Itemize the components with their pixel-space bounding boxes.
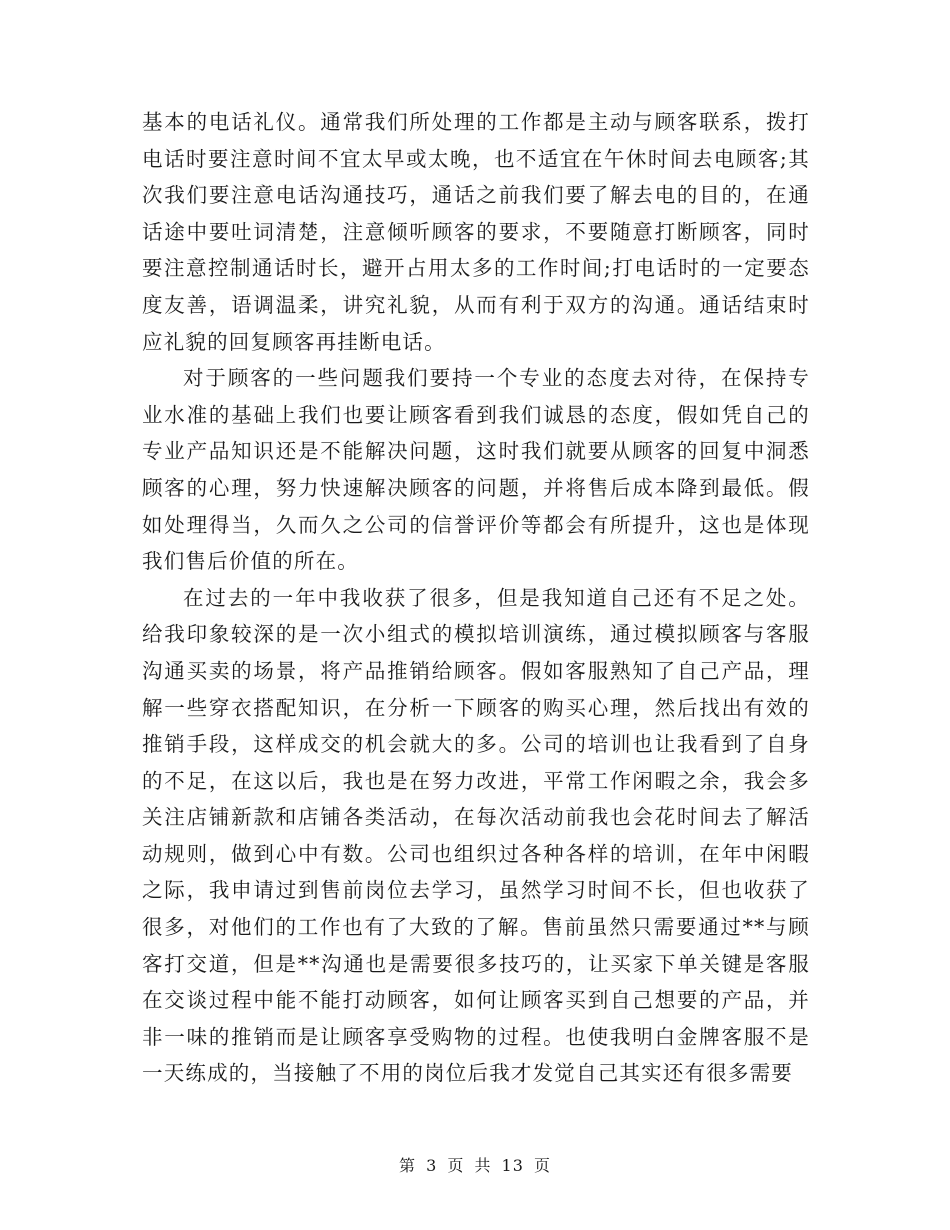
page-number-footer: 第 3 页 共 13 页 <box>399 1156 551 1175</box>
document-body <box>142 104 810 1092</box>
paragraph-year-review: 在过去的一年中我收获了很多，但是我知道自己还有不足之处。给我印象较深的是一次小组式的模拟培训演练，通过模拟顾客与客服沟通买卖的场景，将产品推销给顾客。假如客服熟知了自己产品，理解一些穿衣搭配知识，在分析一下顾客的购买心理，然后找出有效的推销手段，这样成交的机会就大的多。公司的培训也让我看到了自身的不足，在这以后，我也是在努力改进，平常工作闲暇之余，我会多关注店铺新款和店铺各类活动，在每次活动前我也会花时间去了解活动规则，做到心中有数。公司也组织过各种各样的培训，在年中闲暇之际，我申请过到售前岗位去学习，虽然学习时间不长，但也收获了很多，对他们的工作也有了大致的了解。售前虽然只需要通过**与顾客打交道，但是**沟通也是需要很多技巧的，让买家下单关键是客服在交谈过程中能不能打动顾客，如何让顾客买到自己想要的产品，并非一味的推销而是让顾客享受购物的过程。也使我明白金牌客服不是一天练成的，当接触了不用的岗位后我才发觉自己其实还有很多需要 <box>142 585 810 1086</box>
paragraph-customer-issues: 对于顾客的一些问题我们要持一个专业的态度去对待，在保持专业水准的基础上我们也要让顾客看到我们诚恳的态度，假如凭自己的专业产品知识还是不能解决问题，这时我们就要从顾客的回复中洞悉顾客的心理，努力快速解决顾客的问题，并将售后成本降到最低。假如处理得当，久而久之公司的信誉评价等都会有所提升，这也是体现我们售后价值的所在。 <box>142 366 810 574</box>
paragraph-phone-etiquette: 基本的电话礼仪。通常我们所处理的工作都是主动与顾客联系，拨打电话时要注意时间不宜太早或太晚，也不适宜在午休时间去电顾客;其次我们要注意电话沟通技巧，通话之前我们要了解去电的目的，在通话途中要吐词清楚，注意倾听顾客的要求，不要随意打断顾客，同时要注意控制通话时长，避开占用太多的工作时间;打电话时的一定要态度友善，语调温柔，讲究礼貌，从而有利于双方的沟通。通话结束时应礼貌的回复顾客再挂断电话。 <box>142 110 810 354</box>
